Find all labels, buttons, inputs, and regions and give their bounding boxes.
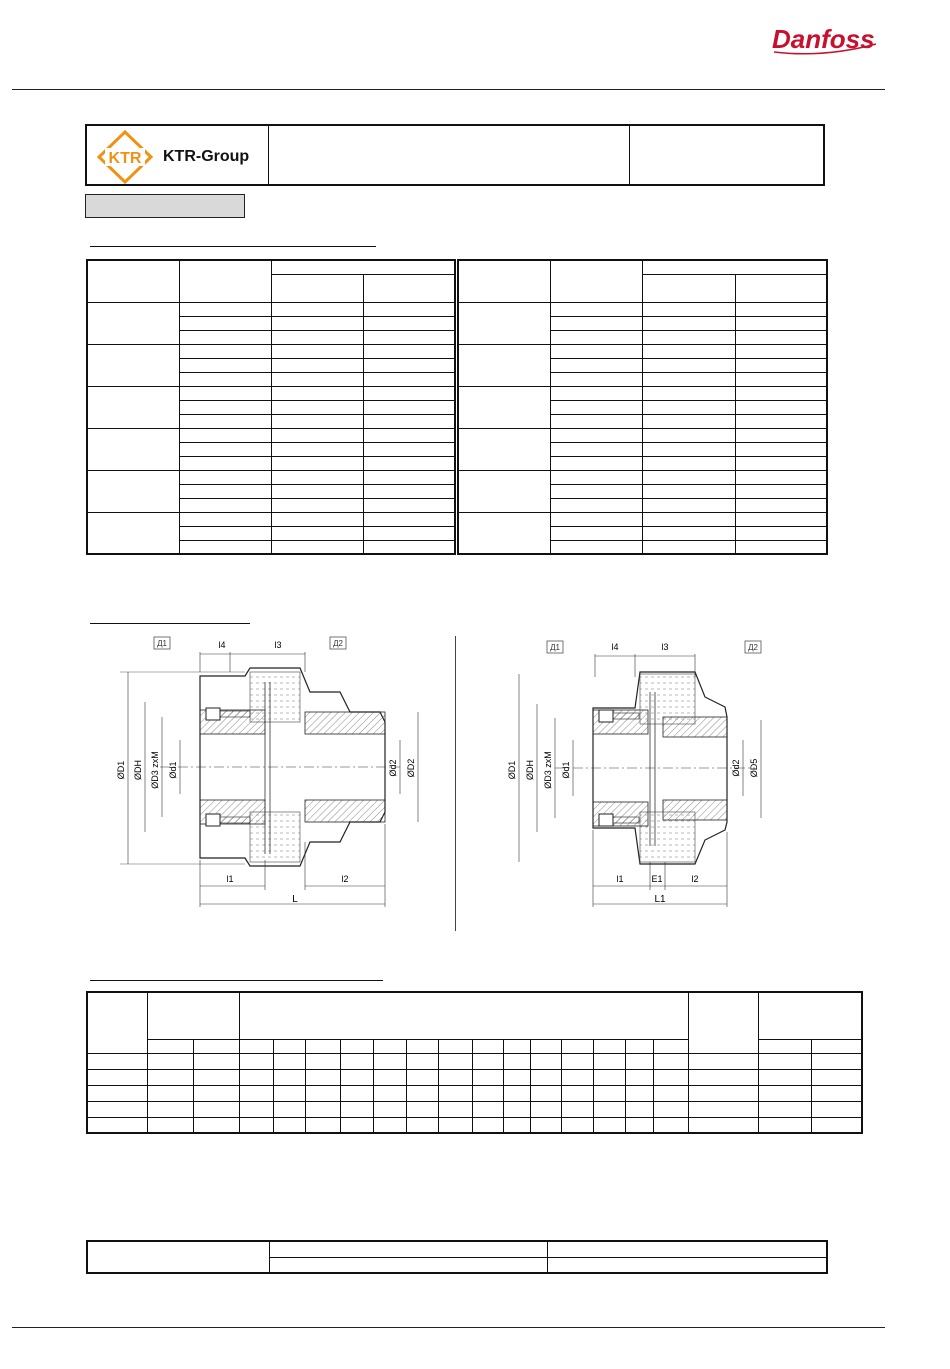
- footer-rule: [12, 1327, 885, 1328]
- torque-table-left: [86, 259, 456, 555]
- marker-2: Д2: [748, 643, 758, 652]
- footer-table: [86, 1240, 828, 1274]
- section2-heading-line: [90, 623, 250, 624]
- danfoss-logo: [764, 14, 884, 64]
- svg-text:KTR: KTR: [108, 150, 142, 167]
- dim-l3: l3: [274, 640, 282, 650]
- drawing-divider: [455, 636, 456, 931]
- dim-L: L: [292, 894, 298, 905]
- ktr-logo-cell: [87, 126, 269, 184]
- dim-d1: Ød1: [168, 761, 178, 779]
- torque-table-right: [457, 259, 828, 555]
- dim-l4: l4: [611, 642, 619, 652]
- dim-l1: l1: [226, 874, 234, 884]
- dim-DH: ØDH: [525, 760, 535, 780]
- coupling-drawing-right: [495, 632, 795, 914]
- dim-l4: l4: [218, 640, 226, 650]
- header-rule: [12, 89, 885, 90]
- dim-l2: l2: [691, 874, 699, 884]
- coupling-drawing-left: [100, 632, 445, 914]
- marker-1: Д1: [157, 639, 167, 648]
- dim-l1: l1: [616, 874, 624, 884]
- doc-number-cell: [629, 126, 826, 184]
- dim-D1: ØD1: [507, 760, 517, 780]
- section1-heading-line: [90, 246, 376, 247]
- dim-D1: ØD1: [116, 760, 126, 780]
- marker-1: Д1: [550, 643, 560, 652]
- section-tag: [85, 194, 245, 218]
- dim-L1: L1: [654, 894, 666, 905]
- danfoss-wordmark: Danfoss: [772, 24, 875, 54]
- company-name: KTR-Group: [163, 148, 250, 165]
- marker-2: Д2: [333, 639, 343, 648]
- dim-d2: Ød2: [731, 759, 741, 777]
- dim-DH: ØDH: [133, 760, 143, 780]
- dim-D3: ØD3 zxM: [543, 751, 553, 789]
- ktr-logo: [95, 130, 155, 184]
- dim-E1: E1: [651, 874, 663, 884]
- dim-D2: ØD2: [406, 758, 416, 778]
- dim-d2: Ød2: [388, 759, 398, 777]
- dimensions-table: [86, 991, 863, 1134]
- title-block: [85, 124, 825, 186]
- dim-D3: ØD3 zxM: [150, 751, 160, 789]
- dim-l3: l3: [661, 642, 669, 652]
- dim-D5: ØD5: [749, 758, 759, 778]
- dim-l2: l2: [341, 874, 349, 884]
- section3-heading-line: [90, 980, 383, 981]
- dim-d1: Ød1: [561, 761, 571, 779]
